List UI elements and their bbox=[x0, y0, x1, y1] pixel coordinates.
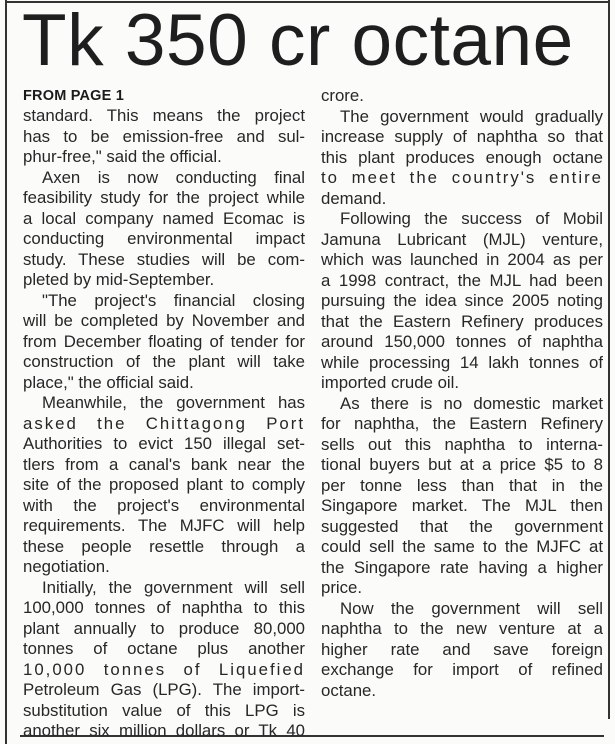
article-line: Petroleum Gas (LPG). The import- bbox=[23, 680, 305, 699]
article-line: octane. bbox=[321, 680, 377, 700]
article-line: Now the government will sell bbox=[340, 598, 603, 618]
left-border-rule bbox=[5, 0, 7, 744]
article-line: from December floating of tender for bbox=[23, 331, 305, 351]
article-line: the Singapore rate having a higher bbox=[321, 557, 603, 577]
article-line: around 150,000 tonnes of naphtha bbox=[321, 332, 603, 351]
article-line: which was launched in 2004 as per bbox=[321, 250, 603, 269]
article-line: sells out this naphtha to interna- bbox=[321, 434, 603, 454]
article-line: these people resettle through a bbox=[23, 536, 305, 556]
article-line: higher rate and save foreign bbox=[321, 639, 603, 659]
article-line: plant annually to produce 80,000 bbox=[23, 618, 305, 638]
article-line: Jamuna Lubricant (MJL) venture, bbox=[321, 229, 603, 249]
headline: Tk 350 cr octane bbox=[22, 0, 574, 81]
article-line: Axen is now conducting final bbox=[42, 167, 305, 187]
article-line: Following the success of Mobil bbox=[340, 209, 603, 228]
article-line: while processing 14 lakh tonnes of bbox=[321, 352, 603, 372]
article-line: site of the proposed plant to comply bbox=[23, 475, 305, 494]
kicker-from-page: FROM PAGE 1 bbox=[23, 88, 125, 104]
article-line: The government would gradually bbox=[340, 106, 603, 126]
article-line: price. bbox=[321, 578, 363, 597]
article-line: naphtha to the new venture at a bbox=[321, 619, 603, 638]
article-line: "The project's financial closing bbox=[42, 290, 305, 310]
article-line: Singapore market. The MJL then bbox=[321, 496, 603, 515]
article-line: a local company named Ecomac is bbox=[23, 208, 305, 228]
article-line: has to be emission-free and sul- bbox=[23, 126, 305, 146]
article-line: tonnes of octane plus another bbox=[23, 639, 305, 658]
article-line: per tonne less than that in the bbox=[321, 475, 603, 495]
article-line: feasibility study for the project while bbox=[23, 188, 305, 207]
article-line: another six million dollars or Tk 40 bbox=[23, 721, 305, 740]
right-border-rule bbox=[608, 0, 610, 719]
article-line: 10,000 tonnes of Liquefied bbox=[23, 659, 305, 679]
article-line: demand. bbox=[321, 188, 387, 208]
article-line: As there is no domestic market bbox=[340, 393, 603, 413]
article-line: crore. bbox=[321, 86, 364, 105]
article-line: imported crude oil. bbox=[321, 373, 460, 392]
article-line: Authorities to evict 150 illegal set- bbox=[23, 434, 305, 453]
article-line: to meet the country's entire bbox=[321, 168, 603, 187]
article-line: could sell the same to the MJFC at bbox=[321, 537, 603, 556]
article-line: place," the official said. bbox=[23, 372, 194, 392]
article-body bbox=[23, 86, 603, 742]
article-line: phur-free," said the official. bbox=[23, 147, 222, 166]
article-line: pursuing the idea since 2005 noting bbox=[321, 291, 603, 310]
article-line: Initially, the government will sell bbox=[42, 577, 305, 597]
article-line: standard. This means the project bbox=[23, 106, 305, 125]
article-line: for naphtha, the Eastern Refinery bbox=[321, 414, 603, 433]
article-line: a 1998 contract, the MJL had been bbox=[321, 270, 603, 290]
article-line: requirements. The MJFC will help bbox=[23, 516, 305, 535]
article-line: that the Eastern Refinery produces bbox=[321, 311, 603, 331]
article-line: negotiation. bbox=[23, 557, 110, 576]
article-line: substitution value of this LPG is bbox=[23, 700, 305, 720]
article-line: Meanwhile, the government has bbox=[42, 393, 305, 412]
article-column-left bbox=[23, 86, 305, 742]
article-line: will be completed by November and bbox=[23, 311, 305, 330]
article-line: pleted by mid-September. bbox=[23, 270, 215, 289]
article-line: asked the Chittagong Port bbox=[23, 413, 305, 433]
article-line: tlers from a canal's bank near the bbox=[23, 454, 305, 474]
article-line: this plant produces enough octane bbox=[321, 147, 603, 167]
article-line: conducting environmental impact bbox=[23, 229, 305, 248]
article-line: increase supply of naphtha so that bbox=[321, 127, 603, 146]
article-line: tional buyers but at a price $5 to 8 bbox=[321, 455, 603, 474]
article-line: construction of the plant will take bbox=[23, 352, 305, 371]
article-column-right bbox=[321, 86, 603, 742]
article-line: study. These studies will be com- bbox=[23, 249, 305, 269]
article-line: with the project's environmental bbox=[23, 495, 305, 515]
article-line: 100,000 tonnes of naphtha to this bbox=[23, 598, 305, 617]
article-line: suggested that the government bbox=[321, 516, 603, 536]
article-line: exchange for import of refined bbox=[321, 660, 603, 679]
